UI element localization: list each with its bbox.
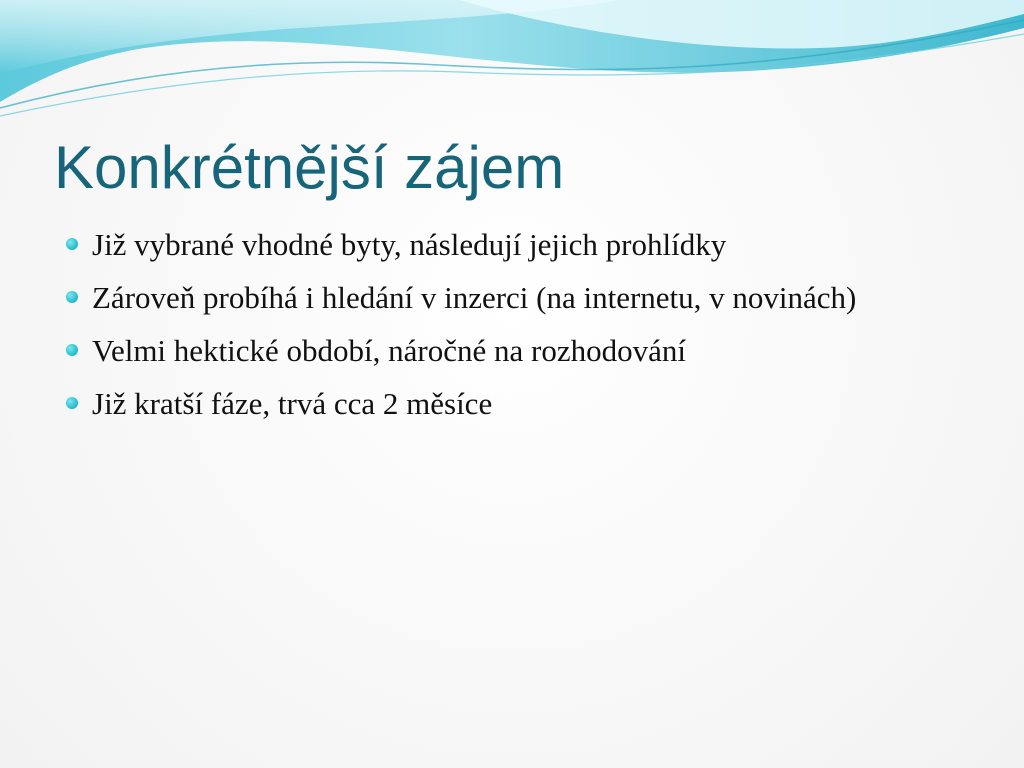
header-wave-decoration — [0, 0, 1024, 130]
bullet-dot-icon — [66, 344, 78, 356]
bullet-item — [62, 330, 882, 372]
bullet-list — [62, 224, 882, 436]
bullet-text: Velmi hektické období, náročné na rozhodování — [92, 333, 686, 368]
bullet-dot-icon — [66, 291, 78, 303]
bullet-dot-icon — [66, 238, 78, 250]
bullet-text: Již kratší fáze, trvá cca 2 měsíce — [92, 386, 493, 421]
bullet-item — [62, 277, 882, 319]
bullet-text: Zároveň probíhá i hledání v inzerci (na internetu, v novinách) — [92, 280, 857, 315]
bullet-text: Již vybrané vhodné byty, následují jejich prohlídky — [92, 227, 727, 262]
bullet-dot-icon — [66, 397, 78, 409]
bullet-item — [62, 383, 882, 425]
slide-title: Konkrétnější zájem — [54, 134, 565, 201]
bullet-item — [62, 224, 882, 266]
